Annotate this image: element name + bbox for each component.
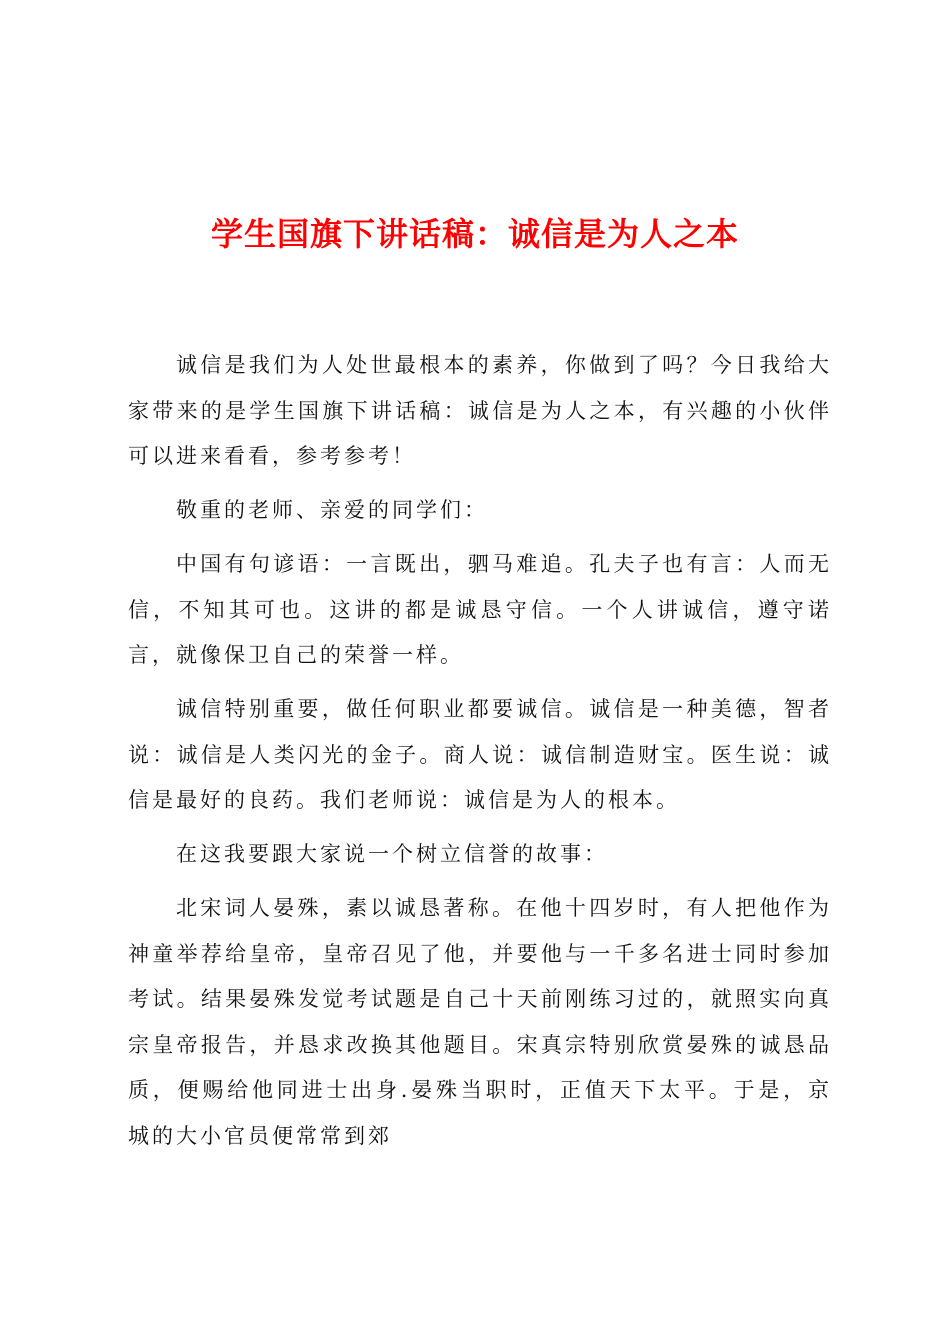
paragraph-importance: 诚信特别重要，做任何职业都要诚信。诚信是一种美德，智者说：诚信是人类闪光的金子。商人说：诚信制造财宝。医生说：诚信是最好的良药。我们老师说：诚信是为人的根本。 — [128, 697, 832, 812]
paragraph-story: 北宋词人晏殊，素以诚恳著称。在他十四岁时，有人把他作为神童举荐给皇帝，皇帝召见了他，并要他与一千多名进士同时参加考试。结果晏殊发觉考试题是自己十天前刚练习过的，就照实向真宗皇帝报告，并恳求改换其他题目。宋真宗特别欣赏晏殊的诚恳品质，便赐给他同进士出身.晏殊当职时，正值天下太平。于是，京城的大小官员便常常到郊 — [128, 896, 832, 1148]
paragraph-proverb: 中国有句谚语：一言既出，驷马难追。孔夫子也有言：人而无信，不知其可也。这讲的都是诚恳守信。一个人讲诚信，遵守诺言，就像保卫自己的荣誉一样。 — [128, 552, 832, 667]
paragraph-story-intro: 在这我要跟大家说一个树立信誉的故事： — [176, 842, 608, 866]
paragraph-intro: 诚信是我们为人处世最根本的素养，你做到了吗？今日我给大家带来的是学生国旗下讲话稿：诚信是为人之本，有兴趣的小伙伴可以进来看看，参考参考！ — [128, 353, 832, 468]
document-body — [128, 343, 832, 1168]
document-title: 学生国旗下讲话稿：诚信是为人之本 — [210, 215, 739, 253]
paragraph-salutation: 敬重的老师、亲爱的同学们： — [176, 498, 488, 522]
